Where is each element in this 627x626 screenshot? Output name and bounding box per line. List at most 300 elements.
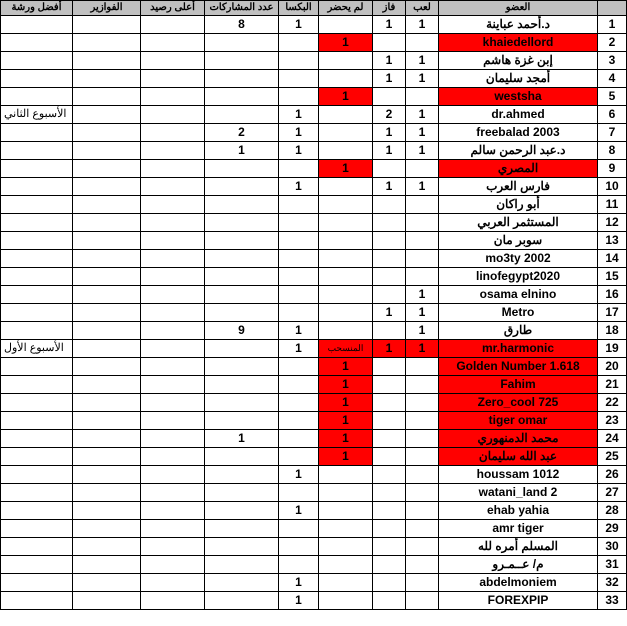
header-riddles: الفوازير	[73, 1, 141, 16]
played-cell	[406, 592, 439, 610]
table-row	[1, 268, 627, 286]
participations-cell	[205, 250, 279, 268]
top-balance-cell	[141, 34, 205, 52]
participations-cell	[205, 304, 279, 322]
row-number-cell: 23	[598, 412, 627, 430]
header-number	[598, 1, 627, 16]
table-row	[1, 286, 627, 304]
absent-cell	[319, 556, 373, 574]
absent-cell	[319, 214, 373, 232]
member-name-cell: houssam 1012	[439, 466, 598, 484]
won-cell	[373, 286, 406, 304]
absent-cell	[319, 52, 373, 70]
absent-cell	[319, 142, 373, 160]
row-number-cell: 21	[598, 376, 627, 394]
row-number-cell: 33	[598, 592, 627, 610]
row-number-cell: 13	[598, 232, 627, 250]
table-row	[1, 196, 627, 214]
bixa-cell	[279, 286, 319, 304]
bixa-cell: 1	[279, 16, 319, 34]
top-balance-cell	[141, 556, 205, 574]
bixa-cell	[279, 232, 319, 250]
played-cell	[406, 34, 439, 52]
absent-cell	[319, 124, 373, 142]
won-cell	[373, 592, 406, 610]
top-balance-cell	[141, 574, 205, 592]
bixa-cell: 1	[279, 178, 319, 196]
row-number-cell: 30	[598, 538, 627, 556]
absent-cell	[319, 466, 373, 484]
row-number-cell: 18	[598, 322, 627, 340]
participations-cell	[205, 52, 279, 70]
header-top-balance: أعلى رصيد	[141, 1, 205, 16]
header-member: العضو	[439, 1, 598, 16]
absent-cell	[319, 286, 373, 304]
table-row	[1, 430, 627, 448]
played-cell	[406, 160, 439, 178]
played-cell	[406, 538, 439, 556]
row-number-cell: 27	[598, 484, 627, 502]
participations-cell	[205, 538, 279, 556]
table-row	[1, 16, 627, 34]
header-best-workshop: أفضل ورشة	[1, 1, 73, 16]
member-name-cell: mo3ty 2002	[439, 250, 598, 268]
bixa-cell	[279, 268, 319, 286]
riddles-cell	[73, 160, 141, 178]
riddles-cell	[73, 466, 141, 484]
top-balance-cell	[141, 178, 205, 196]
best-workshop-cell	[1, 484, 73, 502]
participations-cell	[205, 160, 279, 178]
table-row	[1, 556, 627, 574]
bixa-cell	[279, 394, 319, 412]
played-cell: 1	[406, 16, 439, 34]
top-balance-cell	[141, 538, 205, 556]
absent-cell	[319, 268, 373, 286]
member-name-cell: amr tiger	[439, 520, 598, 538]
row-number-cell: 29	[598, 520, 627, 538]
played-cell	[406, 502, 439, 520]
won-cell	[373, 160, 406, 178]
top-balance-cell	[141, 322, 205, 340]
top-balance-cell	[141, 502, 205, 520]
best-workshop-cell: الأسبوع الأول	[1, 340, 73, 358]
participations-cell	[205, 592, 279, 610]
top-balance-cell	[141, 214, 205, 232]
best-workshop-cell	[1, 538, 73, 556]
absent-cell: 1	[319, 34, 373, 52]
best-workshop-cell	[1, 376, 73, 394]
row-number-cell: 24	[598, 430, 627, 448]
table-row	[1, 574, 627, 592]
played-cell	[406, 556, 439, 574]
member-name-cell: فارس العرب	[439, 178, 598, 196]
row-number-cell: 4	[598, 70, 627, 88]
member-name-cell: Fahim	[439, 376, 598, 394]
absent-cell	[319, 250, 373, 268]
best-workshop-cell	[1, 286, 73, 304]
riddles-cell	[73, 286, 141, 304]
top-balance-cell	[141, 448, 205, 466]
bixa-cell	[279, 538, 319, 556]
bixa-cell: 1	[279, 322, 319, 340]
bixa-cell	[279, 70, 319, 88]
row-number-cell: 2	[598, 34, 627, 52]
won-cell	[373, 484, 406, 502]
top-balance-cell	[141, 196, 205, 214]
row-number-cell: 14	[598, 250, 627, 268]
best-workshop-cell	[1, 88, 73, 106]
member-name-cell: سوبر مان	[439, 232, 598, 250]
best-workshop-cell	[1, 70, 73, 88]
table-row	[1, 340, 627, 358]
best-workshop-cell	[1, 214, 73, 232]
won-cell	[373, 574, 406, 592]
bixa-cell: 1	[279, 502, 319, 520]
top-balance-cell	[141, 412, 205, 430]
best-workshop-cell	[1, 304, 73, 322]
riddles-cell	[73, 70, 141, 88]
best-workshop-cell	[1, 124, 73, 142]
member-name-cell: ehab yahia	[439, 502, 598, 520]
absent-cell	[319, 16, 373, 34]
won-cell: 1	[373, 340, 406, 358]
top-balance-cell	[141, 70, 205, 88]
won-cell: 1	[373, 70, 406, 88]
row-number-cell: 3	[598, 52, 627, 70]
won-cell	[373, 538, 406, 556]
participations-cell	[205, 484, 279, 502]
best-workshop-cell	[1, 160, 73, 178]
riddles-cell	[73, 16, 141, 34]
won-cell	[373, 394, 406, 412]
bixa-cell	[279, 484, 319, 502]
absent-cell	[319, 520, 373, 538]
won-cell	[373, 358, 406, 376]
riddles-cell	[73, 502, 141, 520]
absent-cell: 1	[319, 160, 373, 178]
table-row	[1, 322, 627, 340]
member-name-cell: د.أحمد عباينة	[439, 16, 598, 34]
top-balance-cell	[141, 268, 205, 286]
participations-cell: 8	[205, 16, 279, 34]
table-row	[1, 358, 627, 376]
member-name-cell: mr.harmonic	[439, 340, 598, 358]
participations-cell	[205, 196, 279, 214]
member-name-cell: khaiedellord	[439, 34, 598, 52]
bixa-cell: 1	[279, 124, 319, 142]
riddles-cell	[73, 556, 141, 574]
participations-cell: 1	[205, 142, 279, 160]
member-name-cell: د.عبد الرحمن سالم	[439, 142, 598, 160]
played-cell: 1	[406, 340, 439, 358]
riddles-cell	[73, 124, 141, 142]
riddles-cell	[73, 232, 141, 250]
top-balance-cell	[141, 376, 205, 394]
member-name-cell: FOREXPIP	[439, 592, 598, 610]
header-row	[1, 1, 627, 16]
row-number-cell: 28	[598, 502, 627, 520]
won-cell: 1	[373, 124, 406, 142]
table-row	[1, 232, 627, 250]
riddles-cell	[73, 34, 141, 52]
won-cell	[373, 268, 406, 286]
played-cell: 1	[406, 286, 439, 304]
absent-cell: 1	[319, 412, 373, 430]
absent-cell: 1	[319, 376, 373, 394]
table-row	[1, 70, 627, 88]
member-name-cell: محمد الدمنهوري	[439, 430, 598, 448]
participations-cell	[205, 574, 279, 592]
top-balance-cell	[141, 430, 205, 448]
participations-cell	[205, 268, 279, 286]
table-row	[1, 502, 627, 520]
bixa-cell: 1	[279, 574, 319, 592]
table-row	[1, 250, 627, 268]
bixa-cell: 1	[279, 340, 319, 358]
top-balance-cell	[141, 394, 205, 412]
riddles-cell	[73, 592, 141, 610]
best-workshop-cell	[1, 322, 73, 340]
top-balance-cell	[141, 88, 205, 106]
table-row	[1, 304, 627, 322]
played-cell	[406, 466, 439, 484]
absent-cell: 1	[319, 448, 373, 466]
played-cell	[406, 430, 439, 448]
participations-cell	[205, 178, 279, 196]
bixa-cell	[279, 160, 319, 178]
row-number-cell: 17	[598, 304, 627, 322]
top-balance-cell	[141, 250, 205, 268]
table-row	[1, 106, 627, 124]
row-number-cell: 11	[598, 196, 627, 214]
riddles-cell	[73, 412, 141, 430]
bixa-cell: 1	[279, 142, 319, 160]
best-workshop-cell	[1, 358, 73, 376]
best-workshop-cell	[1, 196, 73, 214]
absent-cell	[319, 538, 373, 556]
played-cell: 1	[406, 142, 439, 160]
top-balance-cell	[141, 160, 205, 178]
riddles-cell	[73, 538, 141, 556]
won-cell	[373, 448, 406, 466]
member-name-cell: watani_land 2	[439, 484, 598, 502]
bixa-cell	[279, 52, 319, 70]
participations-cell: 9	[205, 322, 279, 340]
table-row	[1, 178, 627, 196]
row-number-cell: 10	[598, 178, 627, 196]
absent-cell	[319, 304, 373, 322]
participations-cell	[205, 466, 279, 484]
table-row	[1, 394, 627, 412]
participations-cell	[205, 88, 279, 106]
member-name-cell: westsha	[439, 88, 598, 106]
played-cell	[406, 88, 439, 106]
best-workshop-cell	[1, 178, 73, 196]
participations-cell	[205, 214, 279, 232]
row-number-cell: 7	[598, 124, 627, 142]
best-workshop-cell: الأسبوع الثاني	[1, 106, 73, 124]
won-cell	[373, 322, 406, 340]
played-cell	[406, 574, 439, 592]
best-workshop-cell	[1, 142, 73, 160]
riddles-cell	[73, 394, 141, 412]
bixa-cell	[279, 376, 319, 394]
played-cell	[406, 484, 439, 502]
participations-cell	[205, 70, 279, 88]
member-name-cell: إبن غزة هاشم	[439, 52, 598, 70]
member-name-cell: المسلم أمره لله	[439, 538, 598, 556]
row-number-cell: 12	[598, 214, 627, 232]
bixa-cell	[279, 358, 319, 376]
played-cell	[406, 448, 439, 466]
table-row	[1, 142, 627, 160]
riddles-cell	[73, 250, 141, 268]
table-row	[1, 376, 627, 394]
played-cell	[406, 520, 439, 538]
participations-cell	[205, 34, 279, 52]
top-balance-cell	[141, 358, 205, 376]
riddles-cell	[73, 520, 141, 538]
bixa-cell	[279, 214, 319, 232]
member-name-cell: طارق	[439, 322, 598, 340]
best-workshop-cell	[1, 556, 73, 574]
won-cell: 1	[373, 52, 406, 70]
header-bixa: البكسا	[279, 1, 319, 16]
riddles-cell	[73, 322, 141, 340]
row-number-cell: 19	[598, 340, 627, 358]
best-workshop-cell	[1, 394, 73, 412]
absent-cell	[319, 502, 373, 520]
absent-cell	[319, 322, 373, 340]
won-cell: 2	[373, 106, 406, 124]
played-cell: 1	[406, 304, 439, 322]
participations-cell	[205, 502, 279, 520]
won-cell	[373, 88, 406, 106]
absent-cell	[319, 484, 373, 502]
best-workshop-cell	[1, 520, 73, 538]
bixa-cell: 1	[279, 466, 319, 484]
bixa-cell	[279, 448, 319, 466]
best-workshop-cell	[1, 448, 73, 466]
member-name-cell: Golden Number 1.618	[439, 358, 598, 376]
best-workshop-cell	[1, 430, 73, 448]
won-cell	[373, 430, 406, 448]
played-cell: 1	[406, 124, 439, 142]
riddles-cell	[73, 340, 141, 358]
table-row	[1, 124, 627, 142]
member-name-cell: Zero_cool 725	[439, 394, 598, 412]
played-cell	[406, 394, 439, 412]
header-absent: لم يحضر	[319, 1, 373, 16]
riddles-cell	[73, 178, 141, 196]
played-cell: 1	[406, 106, 439, 124]
participations-cell	[205, 448, 279, 466]
table-row	[1, 160, 627, 178]
participations-cell	[205, 340, 279, 358]
riddles-cell	[73, 106, 141, 124]
best-workshop-cell	[1, 592, 73, 610]
table-row	[1, 484, 627, 502]
riddles-cell	[73, 214, 141, 232]
row-number-cell: 8	[598, 142, 627, 160]
absent-cell	[319, 196, 373, 214]
best-workshop-cell	[1, 268, 73, 286]
riddles-cell	[73, 196, 141, 214]
top-balance-cell	[141, 52, 205, 70]
row-number-cell: 6	[598, 106, 627, 124]
header-participations: عدد المشاركات	[205, 1, 279, 16]
best-workshop-cell	[1, 412, 73, 430]
won-cell	[373, 556, 406, 574]
top-balance-cell	[141, 142, 205, 160]
bixa-cell	[279, 196, 319, 214]
bixa-cell	[279, 430, 319, 448]
won-cell: 1	[373, 142, 406, 160]
won-cell	[373, 250, 406, 268]
riddles-cell	[73, 376, 141, 394]
table-row	[1, 520, 627, 538]
played-cell	[406, 232, 439, 250]
top-balance-cell	[141, 592, 205, 610]
member-name-cell: osama elnino	[439, 286, 598, 304]
row-number-cell: 25	[598, 448, 627, 466]
row-number-cell: 31	[598, 556, 627, 574]
bixa-cell	[279, 34, 319, 52]
table-row	[1, 412, 627, 430]
participations-cell: 2	[205, 124, 279, 142]
absent-cell	[319, 592, 373, 610]
participations-cell: 1	[205, 430, 279, 448]
riddles-cell	[73, 358, 141, 376]
top-balance-cell	[141, 124, 205, 142]
participations-cell	[205, 412, 279, 430]
row-number-cell: 22	[598, 394, 627, 412]
row-number-cell: 26	[598, 466, 627, 484]
bixa-cell: 1	[279, 592, 319, 610]
member-name-cell: أبو راكان	[439, 196, 598, 214]
member-name-cell: Metro	[439, 304, 598, 322]
top-balance-cell	[141, 106, 205, 124]
absent-cell: 1	[319, 358, 373, 376]
top-balance-cell	[141, 16, 205, 34]
row-number-cell: 1	[598, 16, 627, 34]
played-cell: 1	[406, 70, 439, 88]
bixa-cell	[279, 88, 319, 106]
played-cell	[406, 412, 439, 430]
top-balance-cell	[141, 286, 205, 304]
bixa-cell	[279, 412, 319, 430]
table-row	[1, 538, 627, 556]
member-name-cell: المصري	[439, 160, 598, 178]
table-row	[1, 448, 627, 466]
member-name-cell: م/ عــمـرو	[439, 556, 598, 574]
best-workshop-cell	[1, 574, 73, 592]
played-cell	[406, 196, 439, 214]
participations-cell	[205, 358, 279, 376]
row-number-cell: 15	[598, 268, 627, 286]
top-balance-cell	[141, 466, 205, 484]
member-name-cell: dr.ahmed	[439, 106, 598, 124]
won-cell	[373, 214, 406, 232]
absent-cell: المنسحب	[319, 340, 373, 358]
played-cell: 1	[406, 52, 439, 70]
won-cell	[373, 466, 406, 484]
riddles-cell	[73, 52, 141, 70]
participations-cell	[205, 520, 279, 538]
played-cell	[406, 250, 439, 268]
won-cell: 1	[373, 304, 406, 322]
